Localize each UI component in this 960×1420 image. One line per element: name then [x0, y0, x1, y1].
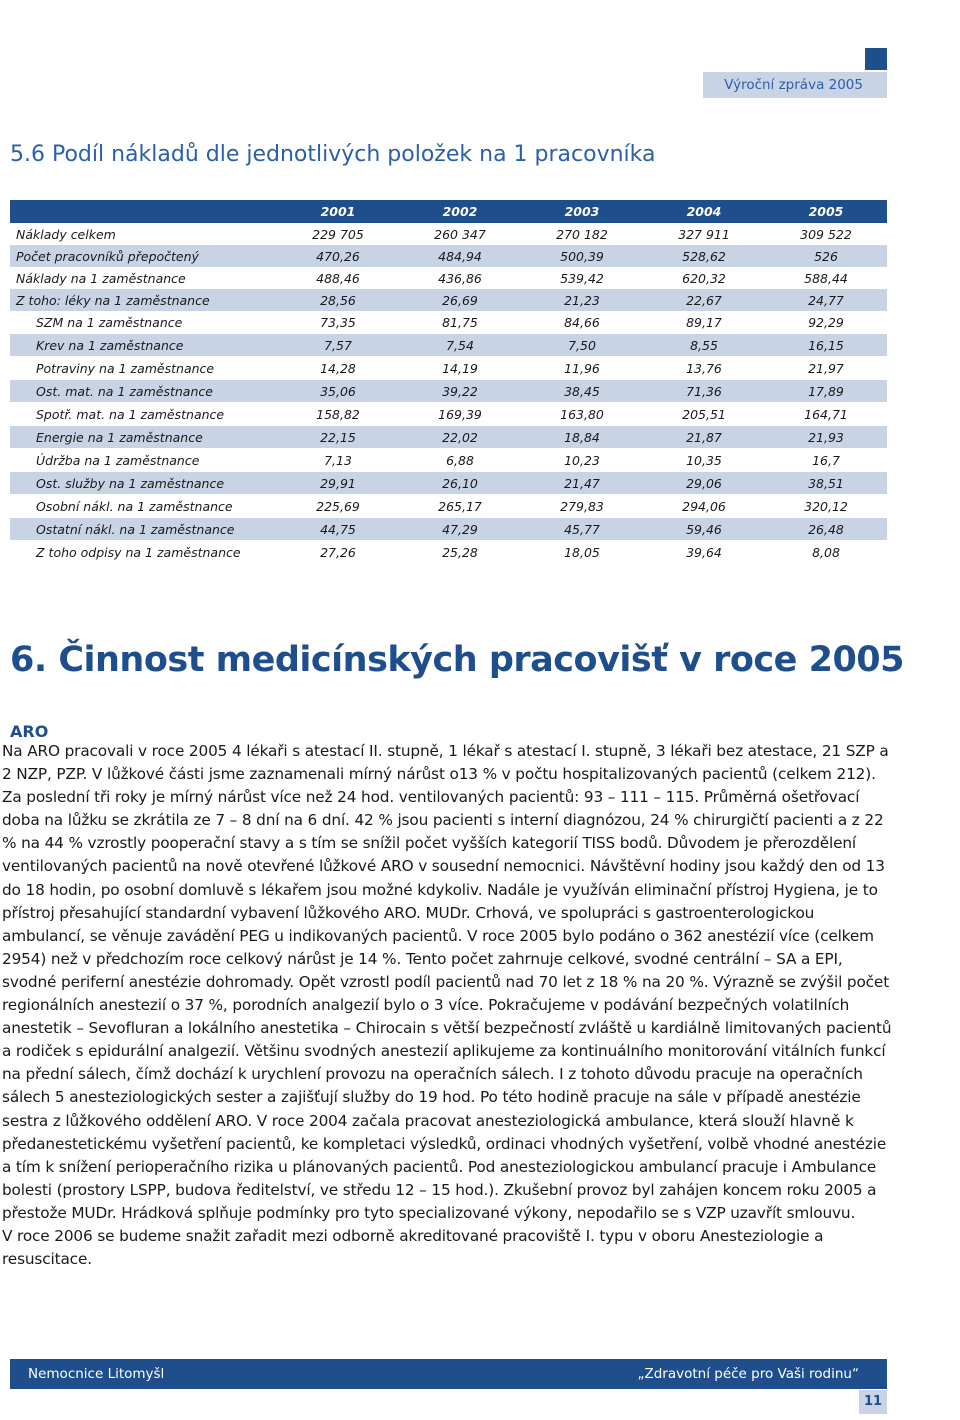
value-cell: 26,10: [399, 472, 521, 495]
value-cell: 588,44: [765, 267, 887, 289]
aro-body: [2, 740, 892, 1271]
value-cell: 6,88: [399, 449, 521, 472]
year-header: 2004: [643, 200, 765, 223]
table-row: [10, 472, 887, 495]
value-cell: 81,75: [399, 311, 521, 334]
year-header: 2001: [277, 200, 399, 223]
value-cell: 327 911: [643, 223, 765, 245]
chapter-title: 6. Činnost medicínských pracovišť v roce 2005: [10, 640, 905, 680]
table-row: [10, 380, 887, 403]
value-cell: 21,97: [765, 357, 887, 380]
section-title: 5.6 Podíl nákladů dle jednotlivých položek na 1 pracovníka: [10, 142, 656, 167]
value-cell: 44,75: [277, 518, 399, 541]
value-cell: 59,46: [643, 518, 765, 541]
value-cell: 10,35: [643, 449, 765, 472]
aro-heading: ARO: [10, 722, 49, 741]
aro-paragraph: Na ARO pracovali v roce 2005 4 lékaři s atestací II. stupně, 1 lékař s atestací I. stupně, 3 lékaři bez atestace, 21 SZP a 2 NZP, PZP. V lůžkové části jsme zaznamenali mírný nárůst o13 % v počtu hospitalizovaných pacientů (celkem 212). Za poslední tři roky je mírný nárůst více než 24 hod. ventilovaných pacientů: 93 – 111 – 115. Průměrná ošetřovací doba na lůžku se zkrátila ze 7 – 8 dní na 6 dní. 42 % jsou pacienti s interní diagnózou, 24 % chirurgičtí pacienti a z 22 % na 44 % vzrostly pooperační stavy a s tím se snížil počet vyšších kategorií TISS bodů. Důvodem je přerozdělení ventilovaných pacientů na nově otevřené lůžkové ARO v sousední nemocnici. Návštěvní hodiny jsou každý den od 13 do 18 hodin, po osobní domluvě s lékařem jsou možné kdykoliv. Nadále je využíván eliminační přístroj Hygiena, je to přístroj přesahující standardní vybavení lůžkového ARO. MUDr. Crhová, ve spolupráci s gastroenterologickou ambulancí, se věnuje zavádění PEG u indikovaných pacientů. V roce 2005 bylo podáno o 362 anestézií více (celkem 2954) než v předchozím roce celkový nárůst je 14 %. Tento počet zahrnuje celkové, svodné centrální – SA a EPI, svodné periferní anestézie dohromady. Opět vzrostl podíl pacientů nad 70 let z 18 % na 20 %. Výrazně se zvýšil počet regionálních anestezií o 37 %, porodních analgezií bylo o 3 více. Pokračujeme v podávání bezpečných volatilních anestetik – Sevofluran a lokálního anestetika – Chirocain s větší bezpečností zvláště u kardiálně limitovaných pacientů a rodiček s epidurální analgezií. Většinu svodných anestezií aplikujeme za kontinuálního monitorování vitálních funkcí na přední sálech, čímž dochází k urychlení provozu na operačních sálech. I z tohoto důvodu pracuje na operačních sálech 5 anesteziologických sester a zajišťují služby do 19 hod. Po této hodině pracuje na sále v případě anestézie sestra z lůžkového oddělení ARO. V roce 2004 začala pracovat anesteziologická ambulance, která slouží hlavně k předanestetickému vyšetření pacientů, ke kompletaci výsledků, ordinaci vhodných vyšetření, volbě vhodné anestézie a tím k snížení perioperačního rizika u plánovaných pacientů. Pod anesteziologickou ambulancí pracuje i Ambulance bolesti (prostory LSPP, budova ředitelství, ve středu 12 – 15 hod.). Zkušební provoz byl zahájen koncem roku 2005 a přestože MUDr. Hrádková splňuje podmínky pro tyto specializované výkony, nepodařilo se s VZP uzavřít smlouvu.: [2, 742, 892, 1222]
value-cell: 22,15: [277, 426, 399, 449]
row-label: Údržba na 1 zaměstnance: [10, 449, 277, 472]
year-header: 2005: [765, 200, 887, 223]
table-row: [10, 403, 887, 426]
aro-paragraph: V roce 2006 se budeme snažit zařadit mezi odborně akreditované pracoviště I. typu v oboru Anesteziologie a resuscitace.: [2, 1226, 824, 1269]
row-label: Ost. mat. na 1 zaměstnance: [10, 380, 277, 403]
value-cell: 45,77: [521, 518, 643, 541]
value-cell: 89,17: [643, 311, 765, 334]
value-cell: 270 182: [521, 223, 643, 245]
value-cell: 620,32: [643, 267, 765, 289]
value-cell: 29,06: [643, 472, 765, 495]
value-cell: 294,06: [643, 495, 765, 518]
value-cell: 14,28: [277, 357, 399, 380]
corner-square: [865, 48, 887, 70]
footer-band: [10, 1359, 887, 1389]
value-cell: 436,86: [399, 267, 521, 289]
value-cell: 7,13: [277, 449, 399, 472]
value-cell: 26,48: [765, 518, 887, 541]
value-cell: 25,28: [399, 541, 521, 564]
table-row: [10, 449, 887, 472]
value-cell: 38,51: [765, 472, 887, 495]
value-cell: 163,80: [521, 403, 643, 426]
table-header-row: [10, 200, 887, 223]
value-cell: 225,69: [277, 495, 399, 518]
value-cell: 309 522: [765, 223, 887, 245]
value-cell: 17,89: [765, 380, 887, 403]
value-cell: 39,22: [399, 380, 521, 403]
table-row: [10, 245, 887, 267]
value-cell: 16,15: [765, 334, 887, 357]
table-row: [10, 223, 887, 245]
value-cell: 484,94: [399, 245, 521, 267]
value-cell: 320,12: [765, 495, 887, 518]
row-label: Energie na 1 zaměstnance: [10, 426, 277, 449]
value-cell: 164,71: [765, 403, 887, 426]
value-cell: 22,67: [643, 289, 765, 311]
value-cell: 84,66: [521, 311, 643, 334]
value-cell: 7,57: [277, 334, 399, 357]
value-cell: 7,54: [399, 334, 521, 357]
year-header: 2003: [521, 200, 643, 223]
table-row: [10, 334, 887, 357]
value-cell: 27,26: [277, 541, 399, 564]
value-cell: 205,51: [643, 403, 765, 426]
value-cell: 21,87: [643, 426, 765, 449]
value-cell: 8,55: [643, 334, 765, 357]
value-cell: 488,46: [277, 267, 399, 289]
row-label: Náklady celkem: [10, 223, 277, 245]
value-cell: 265,17: [399, 495, 521, 518]
value-cell: 71,36: [643, 380, 765, 403]
table-row: [10, 289, 887, 311]
page-number: 11: [859, 1390, 887, 1414]
table-row: [10, 426, 887, 449]
value-cell: 7,50: [521, 334, 643, 357]
value-cell: 158,82: [277, 403, 399, 426]
report-header-band: [703, 72, 887, 98]
table-row: [10, 267, 887, 289]
value-cell: 21,23: [521, 289, 643, 311]
value-cell: 260 347: [399, 223, 521, 245]
value-cell: 500,39: [521, 245, 643, 267]
value-cell: 38,45: [521, 380, 643, 403]
footer-hospital-name: Nemocnice Litomyšl: [28, 1366, 165, 1382]
value-cell: 10,23: [521, 449, 643, 472]
value-cell: 39,64: [643, 541, 765, 564]
value-cell: 13,76: [643, 357, 765, 380]
row-label: Náklady na 1 zaměstnance: [10, 267, 277, 289]
value-cell: 24,77: [765, 289, 887, 311]
value-cell: 22,02: [399, 426, 521, 449]
value-cell: 16,7: [765, 449, 887, 472]
value-cell: 470,26: [277, 245, 399, 267]
value-cell: 35,06: [277, 380, 399, 403]
year-header: 2002: [399, 200, 521, 223]
value-cell: 47,29: [399, 518, 521, 541]
header-label-cell: [10, 200, 277, 223]
value-cell: 11,96: [521, 357, 643, 380]
table-row: [10, 495, 887, 518]
cost-table-body: [10, 223, 887, 563]
table-row: [10, 357, 887, 380]
value-cell: 21,93: [765, 426, 887, 449]
row-label: SZM na 1 zaměstnance: [10, 311, 277, 334]
report-title: Výroční zpráva 2005: [724, 77, 863, 93]
table-row: [10, 518, 887, 541]
table-row: [10, 541, 887, 564]
row-label: Ostatní nákl. na 1 zaměstnance: [10, 518, 277, 541]
value-cell: 21,47: [521, 472, 643, 495]
row-label: Z toho odpisy na 1 zaměstnance: [10, 541, 277, 564]
value-cell: 528,62: [643, 245, 765, 267]
footer-slogan: „Zdravotní péče pro Vaši rodinu“: [637, 1366, 859, 1382]
value-cell: 28,56: [277, 289, 399, 311]
value-cell: 18,84: [521, 426, 643, 449]
row-label: Krev na 1 zaměstnance: [10, 334, 277, 357]
value-cell: 18,05: [521, 541, 643, 564]
row-label: Potraviny na 1 zaměstnance: [10, 357, 277, 380]
row-label: Ost. služby na 1 zaměstnance: [10, 472, 277, 495]
row-label: Počet pracovníků přepočtený: [10, 245, 277, 267]
value-cell: 26,69: [399, 289, 521, 311]
value-cell: 73,35: [277, 311, 399, 334]
table-row: [10, 311, 887, 334]
value-cell: 92,29: [765, 311, 887, 334]
value-cell: 539,42: [521, 267, 643, 289]
row-label: Osobní nákl. na 1 zaměstnance: [10, 495, 277, 518]
value-cell: 526: [765, 245, 887, 267]
value-cell: 14,19: [399, 357, 521, 380]
value-cell: 8,08: [765, 541, 887, 564]
value-cell: 229 705: [277, 223, 399, 245]
value-cell: 169,39: [399, 403, 521, 426]
value-cell: 29,91: [277, 472, 399, 495]
row-label: Spotř. mat. na 1 zaměstnance: [10, 403, 277, 426]
row-label: Z toho: léky na 1 zaměstnance: [10, 289, 277, 311]
cost-table: [10, 200, 887, 563]
value-cell: 279,83: [521, 495, 643, 518]
